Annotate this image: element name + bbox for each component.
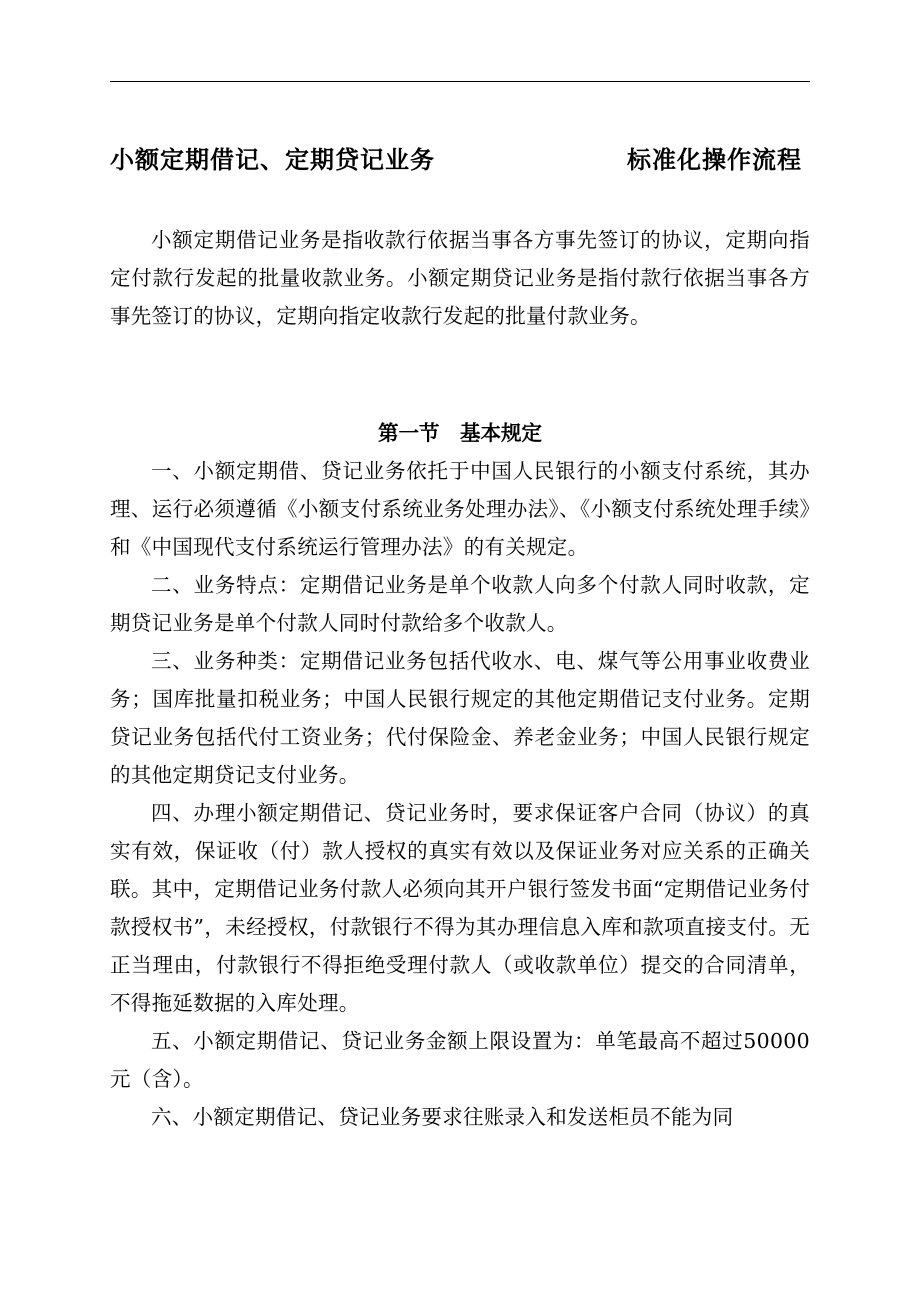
document-title-suffix: 标准化操作流程 [627, 145, 802, 174]
rule-paragraph-1: 一、小额定期借、贷记业务依托于中国人民银行的小额支付系统，其办理、运行必须遵循《小额支付系统业务处理办法》、《小额支付系统处理手续》和《中国现代支付系统运行管理办法》的有关规定。 [110, 459, 810, 559]
rule-paragraph-6: 六、小额定期借记、贷记业务要求往账录入和发送柜员不能为同 [151, 1105, 734, 1129]
rule-paragraph-4: 四、办理小额定期借记、贷记业务时，要求保证客户合同（协议）的真实有效，保证收（付）款人授权的真实有效以及保证业务对应关系的正确关联。其中，定期借记业务付款人必须向其开户银行签发书面“定期借记业务付款授权书”，未经授权，付款银行不得为其办理信息入库和款项直接支付。无正当理由，付款银行不得拒绝受理付款人（或收款单位）提交的合同清单，不得拖延数据的入库处理。 [110, 801, 810, 1015]
intro-block [110, 221, 810, 335]
rule-paragraph-3: 三、业务种类：定期借记业务包括代收水、电、煤气等公用事业收费业务；国库批量扣税业务；中国人民银行规定的其他定期借记支付业务。定期贷记业务包括代付工资业务；代付保险金、养老金业务；中国人民银行规定的其他定期贷记支付业务。 [110, 649, 810, 787]
rule-paragraph-2: 二、业务特点：定期借记业务是单个收款人向多个付款人同时收款，定期贷记业务是单个付款人同时付款给多个收款人。 [110, 573, 810, 635]
rules-block [110, 452, 810, 1136]
section-heading: 第一节 基本规定 [378, 421, 542, 445]
rule-paragraph-5: 五、小额定期借记、贷记业务金额上限设置为：单笔最高不超过50000元（含）。 [110, 1029, 810, 1091]
document-title: 小额定期借记、定期贷记业务 [110, 145, 435, 174]
header-rule [110, 81, 810, 82]
intro-paragraph: 小额定期借记业务是指收款行依据当事各方事先签订的协议，定期向指定付款行发起的批量收款业务。小额定期贷记业务是指付款行依据当事各方事先签订的协议，定期向指定收款行发起的批量付款业务。 [110, 228, 810, 328]
